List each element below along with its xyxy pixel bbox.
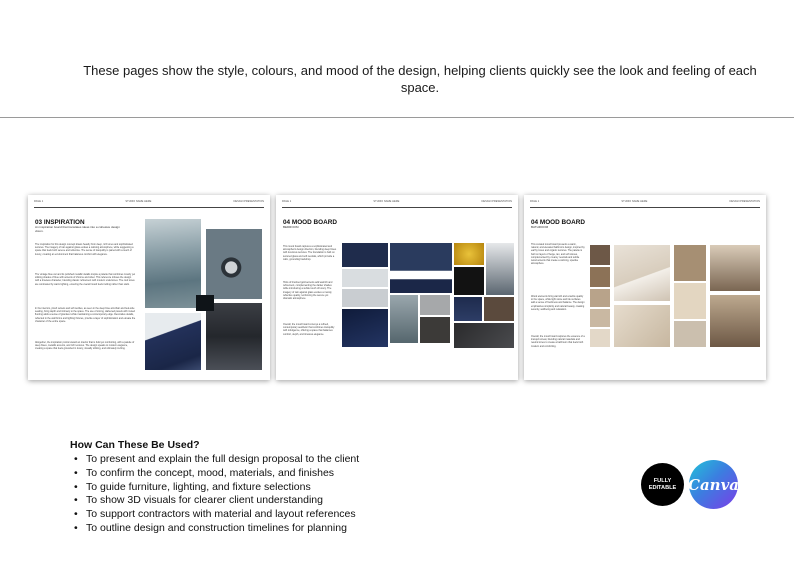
armchair-image [454,297,482,321]
list-item: • To show 3D visuals for clearer client understanding [70,494,500,508]
body-paragraph: The inspiration for this design concept draws heavily from deep, rich tones and sophisticated textures. The imagery of rain against glass evokes a calming atmosphere, while suggesting a space that feels both serene and reflective. The sense of tranquility is paired with a touch of luxury, creating an environment that balances comfort with elegance. [35,243,134,256]
list-item: • To outline design and construction timelines for planning [70,522,500,536]
tile-swatch [674,321,706,347]
body-paragraph: Wood elements bring warmth and a tactile quality to the space, while light stone and tile surfaces add a sense of freshness and balance. The design emphasizes simplicity and natural beauty, creating serenity, wellbeing and relaxation. [531,295,585,311]
header-line [530,207,760,208]
studio-name: STUDIO NAME HERE [621,200,648,203]
stone-swatch [590,329,610,347]
page-label: PAGE 1 [530,200,540,203]
bathroom-image [614,245,670,301]
stone-swatch [420,295,450,315]
preview-page-moodboard-bedroom [276,195,518,380]
navy-swatch [342,243,388,267]
wood-swatch [590,267,610,287]
body-paragraph: Altogether, the inspiration points toward an interior that is bold yet comforting, with a palette of deep blues, metallic accents, and rich textures. The design speaks to modern elegance, creating a space that feels grounded in luxury, visually striking, and ultimately inviting. [35,341,135,351]
body-paragraph: Overall, the mood board captures the essence of a tranquil retreat, blending natural materials and neutral tones to create a bathroom that feels both modern and comforting. [531,335,585,348]
body-paragraph: In the interiors, plush velvets and soft textiles, as seen in the deep blue armchair and bed-side seating, bring depth and intimacy to the space. The use of strong, darkened panels with muted flooring adds a sense of grandeur while maintaining a contemporary edge. Decorative details, reflected in the wall forms and lighting fixtures, provide a layer of sophistication and elevate the character of the entire space. [35,307,136,323]
gold-swatch [454,243,484,265]
velvet-swatch [342,309,388,347]
body-paragraph: This curated mood board presents a warm, natural, and elevated bathroom design, inspired by earthy tones and organic textures. The palette is built on layers of beige, tan, and soft stones, complemented by creamy neutrals and subtle wood accents that create a calming, spa-like atmosphere. [531,243,585,266]
header-line [34,207,264,208]
fabric-swatch [342,269,388,287]
usage-title: How Can These Be Used? [70,439,200,451]
body-paragraph: This mood board captures a sophisticated and atmospheric design direction, blending deep blues with luxurious textures. The foundation is built on textured glass and soft neutrals, which provide a calm, grounding backdrop. [283,245,337,261]
intro-text: These pages show the style, colours, and mood of the design, helping clients quickly see the look and feeling of each space. [83,63,757,95]
blue-armchair-image [145,313,201,370]
marble-swatch [614,305,670,347]
section-title: INSPIRATION [43,219,85,226]
studio-name: STUDIO NAME HERE [373,200,400,203]
tile-swatch [674,283,706,319]
bedroom-image [390,243,452,293]
list-item: • To support contractors with material and layout references [70,508,500,522]
wood-swatch [484,297,514,321]
preview-page-moodboard-bathroom [524,195,766,380]
body-paragraph: The vintage blue car and its polished metallic details inspire a palette that combines moody yet striking shades of blue with accents of chrome and silver. This reference infuses the design with a timeless character, blending classic refinement with modern undertones. The cool tones are contrasted by warm lighting, ensuring the overall mood feels inviting rather than stark. [35,273,136,286]
list-item: • To present and explain the full design proposal to the client [70,453,500,467]
lamp-image [486,243,514,295]
wood-swatch [420,317,450,343]
studio-name: STUDIO NAME HERE [125,200,152,203]
wall-art-image [196,295,214,311]
body-paragraph: Hints of brushed gold accents add warmth and refinement, complementing the darker shades while introducing a subtle touch of luxury. The imagery of rain against glass evokes a moody, reflective quality, reinforcing the serene yet dramatic atmosphere. [283,281,333,301]
stone-swatch [590,309,610,327]
page-header [530,200,760,205]
list-item: • To guide furniture, lighting, and fixture selections [70,481,500,495]
section-number: 04 [283,219,291,226]
doc-name: DESIGN PRESENTATION [233,200,264,203]
page-header [34,200,264,205]
dark-texture-swatch [454,323,514,348]
section-title: MOOD BOARD [539,219,585,226]
doc-name: DESIGN PRESENTATION [729,200,760,203]
list-item: • To confirm the concept, mood, materials, and finishes [70,467,500,481]
usage-list [70,453,500,536]
vanity-image [710,245,760,291]
stone-swatch [590,289,610,307]
canva-logo: Canva [689,460,738,509]
page-subtitle: BATHROOM [531,225,549,229]
rain-glass-image [390,295,418,343]
preview-page-inspiration [28,195,270,380]
usage-section [70,439,500,536]
body-paragraph: Overall, the mood board conveys a refined, contemporary aesthetic that combines tranquility with indulgence, offering a space that balances comfort, depth, and timeless elegance. [283,323,335,336]
black-swatch [454,267,484,295]
header-line [282,207,512,208]
page-subtitle: BEDROOM [283,225,299,229]
section-number: 04 [531,219,539,226]
shower-image [710,295,760,347]
wood-swatch [590,245,610,265]
fabric-swatch [342,289,388,307]
tile-swatch [674,245,706,281]
badge-line: EDITABLE [648,484,677,491]
fully-editable-badge [641,463,684,506]
section-title: MOOD BOARD [291,219,337,226]
section-number: 03 [35,219,43,226]
doc-name: DESIGN PRESENTATION [481,200,512,203]
page-subtitle: An inspiration board that translates ideas into a cohesive design vision. [35,225,120,233]
page-header [282,200,512,205]
badge-line: FULLY [653,477,672,484]
divider [0,117,794,118]
page-label: PAGE 1 [34,200,44,203]
rain-glass-image [145,219,201,308]
vintage-car-image [206,229,262,299]
page-label: PAGE 1 [282,200,292,203]
dark-interior-image [206,303,262,370]
